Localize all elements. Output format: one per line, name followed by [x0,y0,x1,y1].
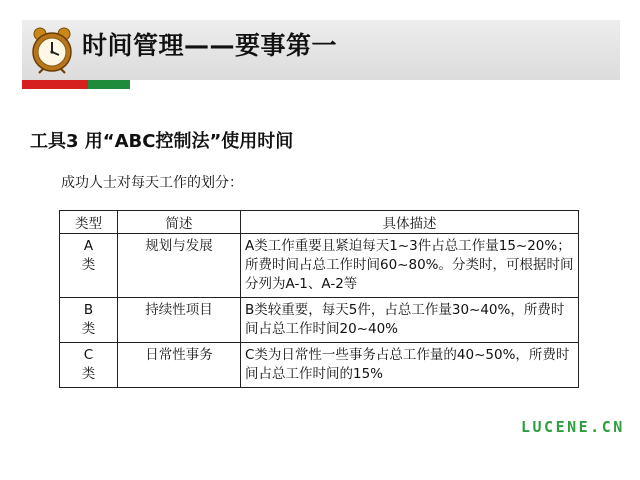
type-cell [60,298,118,343]
brief-cell: 日常性事务 [118,343,241,388]
type-cell [60,343,118,388]
clock-icon [27,25,77,75]
type-cell [60,234,118,298]
accent-bar-red [22,80,88,89]
table-row-c [60,343,579,388]
watermark: LUCENE.CN [521,418,625,436]
desc-cell: C类为日常性一些事务占总工作量的40~50%，所费时间占总工作时间的15% [241,343,579,388]
brief-cell: 持续性项目 [118,298,241,343]
page-title: 时间管理——要事第一 [82,31,338,60]
type-word: 类 [81,321,96,337]
type-word: 类 [81,257,96,273]
brief-cell: 规划与发展 [118,234,241,298]
table-row-a [60,234,579,298]
accent-bar-green [88,80,130,89]
accent-bar [22,80,130,89]
type-letter: B [83,302,94,318]
desc-cell: B类较重要，每天5件，占总工作量30~40%，所费时间占总工作时间20~40% [241,298,579,343]
header-desc: 具体描述 [241,211,579,234]
type-word: 类 [81,366,96,382]
type-letter: A [83,238,94,254]
header-brief: 简述 [118,211,241,234]
type-letter: C [83,347,94,363]
header-type: 类型 [60,211,118,234]
desc-cell: A类工作重要且紧迫每天1~3件占总工作量15~20%；所费时间占总工作时间60~80%。分类时，可根据时间分列为A-1、A-2等 [241,234,579,298]
table-header-row [60,211,579,234]
abc-table [59,210,579,388]
table-row-b [60,298,579,343]
intro-text: 成功人士对每天工作的划分： [61,175,243,191]
tool-title: 工具3 用“ABC控制法”使用时间 [30,131,294,152]
